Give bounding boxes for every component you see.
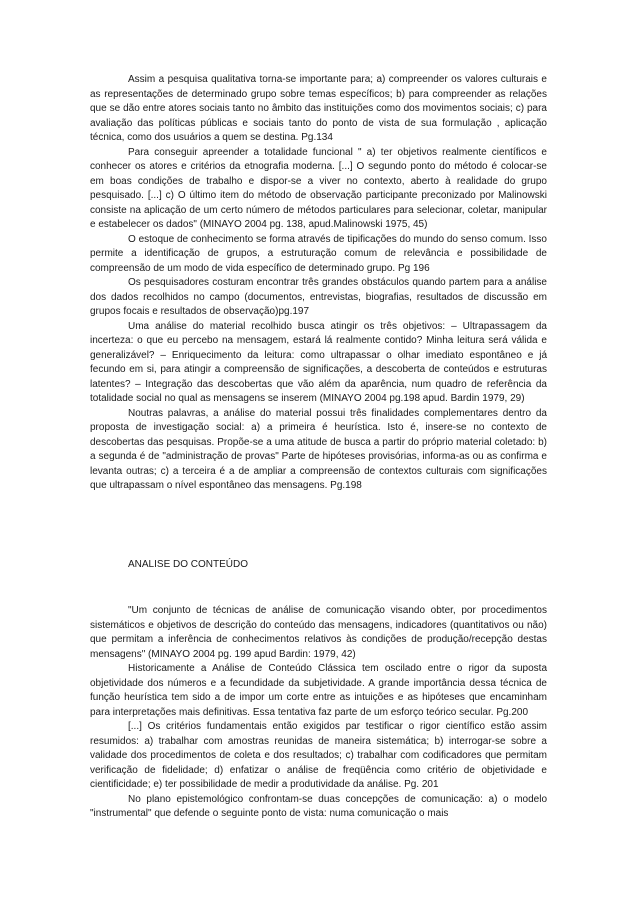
paragraph: O estoque de conhecimento se forma através de tipificações do mundo do senso comum. Isso permite a identificação de grupos, a estruturação comum de relevância e possibilidade de compreensão de um modo de vida específico de determinado grupo. Pg 196 xyxy=(90,233,547,274)
paragraph: No plano epistemológico confrontam-se duas concepções de comunicação: a) o modelo "instrumental" que defende o seguinte ponto de vista: numa comunicação o mais xyxy=(90,793,547,819)
paragraph: Para conseguir apreender a totalidade funcional " a) ter objetivos realmente científicos e conhecer os atores e critérios da etnografia moderna. [...] O segundo ponto do método é colocar-se em boas condições de trabalho e dispor-se a viver no contexto, aberto à realidade do grupo pesquisado. [...] c) O último item do método de observação participante preconizado por Malinowski consiste na aplicação de um certo número de métodos particulares para selecionar, coletar, manipular e estabelecer os dados" (MINAYO 2004 pg. 138, apud.Malinowski 1975, 45) xyxy=(90,146,547,230)
paragraph: Historicamente a Análise de Conteúdo Clássica tem oscilado entre o rigor da suposta objetividade dos números e a fecundidade da subjetividade. A grande importância dessa técnica de função heurística tem sido a de impor um corte entre as intuições e as hipóteses que encaminham para interpretações mais definitivas. Essa tentativa faz parte de um esforço teórico secular. Pg.200 xyxy=(90,663,547,718)
paragraph: Os pesquisadores costuram encontrar três grandes obstáculos quando partem para a análise dos dados recolhidos no campo (documentos, entrevistas, biografias, resultados de discussão em grupos focais e resultados de observação)pg.197 xyxy=(90,277,547,317)
body-section-research xyxy=(90,73,547,494)
body-section-content-analysis xyxy=(90,604,547,822)
paragraph: Uma análise do material recolhido busca atingir os três objetivos: – Ultrapassagem da incerteza: o que eu percebo na mensagem, estará lá realmente contido? Minha leitura será válida e generalizável? – Enriquecimento da leitura: como ultrapassar o olhar imediato espontâneo e já fecundo em si, para atingir a compreensão de significações, a descoberta de conteúdos e estruturas latentes? – Integração das descobertas que vão além da aparência, num quadro de referência da totalidade social no qual as mensagens se inserem (MINAYO 2004 pg.198 apud. Bardin 1979, 29) xyxy=(90,320,547,404)
paragraph: Noutras palavras, a análise do material possui três finalidades complementares dentro da proposta de investigação social: a) a primeira é heurística. Isto é, insere-se no contexto de descobertas das pesquisas. Propõe-se a uma atitude de busca a partir do próprio material coletado: b) a segunda é de "administração de provas" Parte de hipóteses provisórias, informa-as ou as confirma e levanta outras; c) a terceira é a de ampliar a compreensão de contextos culturais com significações que ultrapassam o nível espontâneo das mensagens. Pg.198 xyxy=(90,407,547,491)
paragraph: "Um conjunto de técnicas de análise de comunicação visando obter, por procedimentos sistemáticos e objetivos de descrição do conteúdo das mensagens, indicadores (quantitativos ou não) que permitam a inferência de conhecimentos relativos às condições de produção/recepção destas mensagens" (MINAYO 2004 pg. 199 apud Bardin: 1979, 42) xyxy=(90,605,547,660)
section-heading: ANALISE DO CONTEÚDO xyxy=(128,559,249,570)
paragraph: Assim a pesquisa qualitativa torna-se importante para; a) compreender os valores culturais e as representações de determinado grupo sobre temas específicos; b) para compreender as relações que se dão entre atores sociais tanto no âmbito das instituições como dos movimentos sociais; c) para avaliação das políticas públicas e sociais tanto do ponto de vista de sua formulação , aplicação técnica, como dos usuários a quem se destina. Pg.134 xyxy=(90,74,547,143)
paragraph: [...] Os critérios fundamentais então exigidos par testificar o rigor científico estão assim resumidos: a) trabalhar com amostras reunidas de maneira sistemática; b) interrogar-se sobre a validade dos procedimentos de coleta e dos resultados; c) trabalhar com codificadores que permitam verificação de fidelidade; d) enfatizar o análise de freqüência como critério de objetividade e cientificidade; e) ter possibilidade de medir a produtividade da análise. Pg. 201 xyxy=(90,721,547,790)
